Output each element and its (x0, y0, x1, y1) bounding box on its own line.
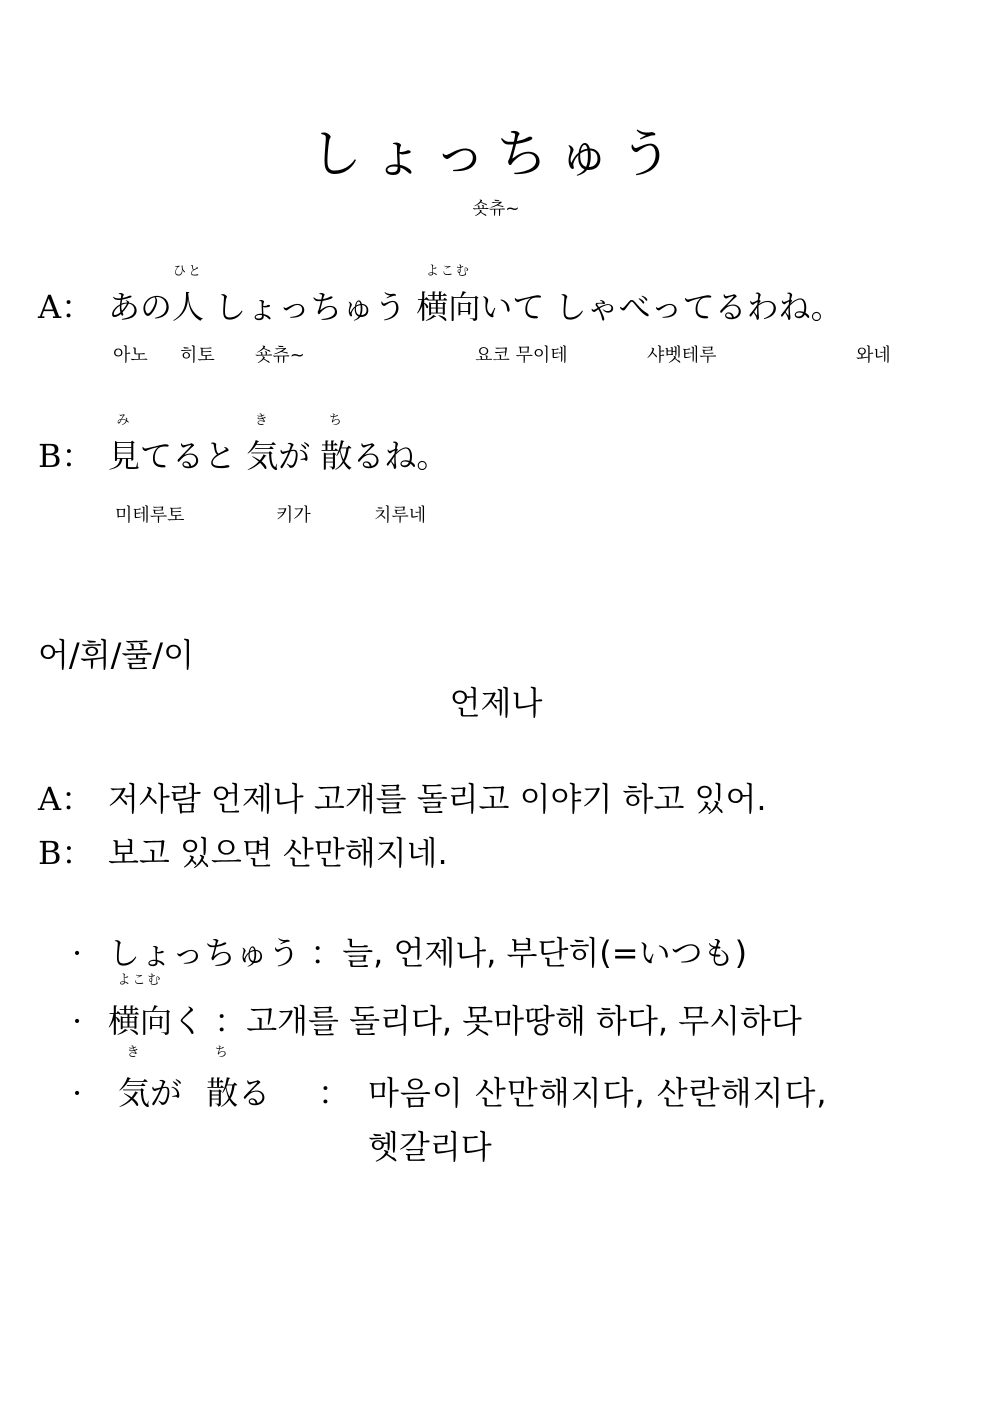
ruby-mi: み (116, 413, 132, 428)
vocab-1-kr: 늘, 언제나, 부단히(=いつも) (342, 934, 748, 972)
kanji-yokomu (416, 264, 481, 327)
dialog-a-line (38, 264, 843, 327)
dialog-a-text-1: あの (108, 288, 173, 326)
reading-a-5: 샤벳테루 (647, 345, 717, 366)
reading-b-1: 미테루토 (115, 505, 185, 526)
reading-a-3: 숏츄~ (255, 345, 305, 366)
vocab-2-kr: 고개를 돌리다, 못마땅해 하다, 무시하다 (246, 1002, 802, 1040)
bullet-2: · (72, 1002, 83, 1040)
kanji-mi (108, 413, 141, 476)
reading-b-2: 키가 (276, 505, 311, 526)
vocab-3-kanji-ki-text: 気 (118, 1074, 151, 1112)
dialog-b-text-3: るね。 (352, 437, 449, 475)
page-title: しょっちゅう (309, 125, 682, 185)
translation-speaker-a: A： (38, 780, 94, 818)
kanji-chi-text: 散 (320, 437, 353, 475)
vocab-item-3 (72, 1045, 271, 1114)
vocab-3-ruby-ki: き (126, 1045, 142, 1060)
translation-b (38, 828, 448, 874)
kanji-ki (246, 413, 279, 476)
ruby-yokomu: よこむ (425, 264, 471, 279)
vocab-item-1 (72, 928, 747, 974)
kanji-hito (172, 264, 205, 327)
reading-b-3: 치루네 (374, 505, 427, 526)
dialog-b-text-1: てると (140, 437, 247, 475)
dialog-a-text-2: しょっちゅう (204, 288, 417, 326)
translation-a-text: 저사람 언제나 고개를 돌리고 이야기 하고 있어. (108, 780, 767, 818)
bullet-1: · (72, 934, 83, 972)
ruby-chi: ち (328, 413, 344, 428)
vocab-3-ruby-chi: ち (214, 1045, 230, 1060)
meaning: 언제나 (449, 684, 543, 722)
vocab-2-jp-tail: く (172, 1002, 205, 1040)
speaker-b: B： (38, 437, 94, 475)
vocab-3-kanji-ki (118, 1045, 151, 1114)
reading-a-6: 와네 (856, 345, 891, 366)
vocab-3-text-1: が (150, 1074, 183, 1112)
dialog-b-text-2: が (278, 437, 321, 475)
vocab-1-sep: ： (310, 934, 343, 972)
vocab-2-kanji (108, 973, 173, 1042)
title-reading: 숏츄~ (472, 199, 520, 219)
vocab-1-jp: しょっちゅう (108, 934, 301, 972)
kanji-hito-text: 人 (172, 288, 205, 326)
translation-b-text: 보고 있으면 산만해지네. (108, 834, 448, 872)
reading-a-2: 히토 (180, 345, 215, 366)
vocab-2-sep: ： (214, 1002, 247, 1040)
translation-a (38, 774, 767, 820)
vocab-3-kr-cont: 헷갈리다 (368, 1128, 492, 1166)
vocab-item-2 (72, 973, 802, 1042)
vocab-3-text-2: る (238, 1074, 271, 1112)
vocab-heading: 어/휘/풀/이 (38, 636, 194, 674)
kanji-mi-text: 見 (108, 437, 141, 475)
dialog-b-line (38, 413, 449, 476)
kanji-yokomu-text: 横向 (416, 288, 481, 326)
reading-a-1: 아노 (113, 345, 148, 366)
vocab-3-kr: 마음이 산만해지다, 산란해지다, (368, 1074, 828, 1112)
vocab-3-sep: ： (318, 1074, 351, 1112)
bullet-3: · (72, 1074, 83, 1112)
vocab-3-kanji-chi-text: 散 (206, 1074, 239, 1112)
vocab-2-ruby: よこむ (117, 973, 163, 988)
dialog-a-text-3: いて しゃべってるわね。 (480, 288, 843, 326)
reading-a-4: 요코 무이테 (475, 345, 568, 366)
translation-speaker-b: B： (38, 834, 94, 872)
vocab-2-kanji-text: 横向 (108, 1002, 173, 1040)
kanji-ki-text: 気 (246, 437, 279, 475)
vocab-3-kanji-chi (206, 1045, 239, 1114)
ruby-hito: ひと (173, 264, 204, 279)
kanji-chi (320, 413, 353, 476)
speaker-a: A： (38, 288, 94, 326)
ruby-ki: き (254, 413, 270, 428)
